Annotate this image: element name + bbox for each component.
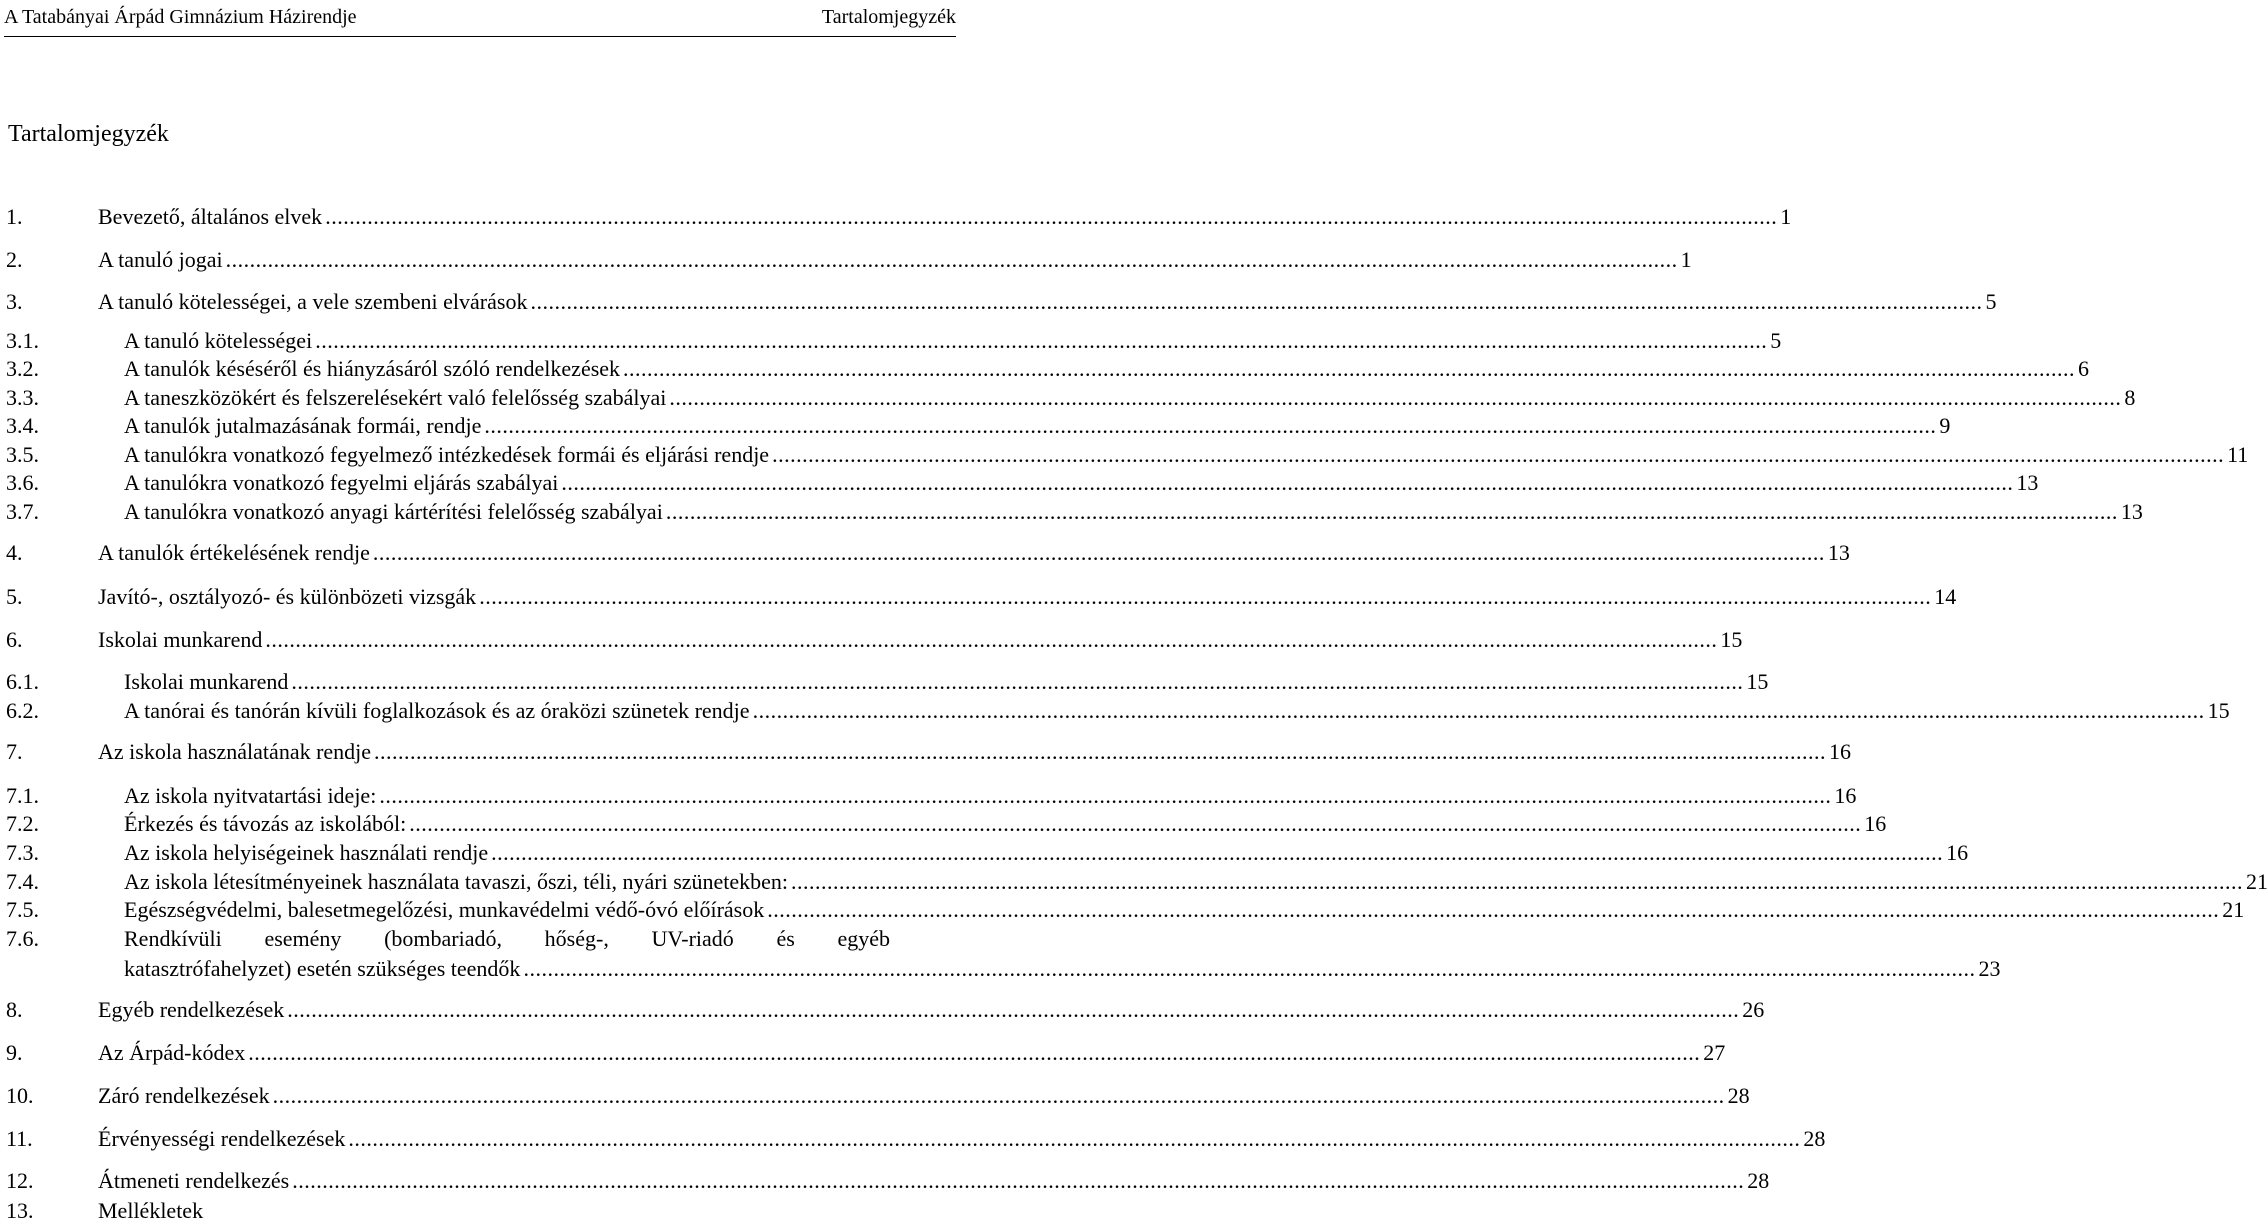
toc-entry-number: 6.2. [6, 698, 39, 723]
toc-entry-3-2[interactable] [0, 354, 2090, 384]
toc-dot-leader: .................................................................................................................................................................................................................................................. [409, 811, 1862, 836]
toc-entry-6-1[interactable] [0, 667, 1769, 697]
toc-entry-text: Javító-, osztályozó- és különbözeti vizsgák [98, 584, 477, 609]
toc-entry-number: 6.1. [6, 669, 39, 694]
toc-entry-number: 3.4. [6, 413, 39, 438]
toc-entry-page: 13 [2120, 499, 2143, 524]
toc-dot-leader: .................................................................................................................................................................................................................................................. [265, 627, 1718, 652]
toc-entry-number: 6. [6, 627, 23, 652]
toc-dot-leader: .................................................................................................................................................................................................................................................. [752, 698, 2205, 723]
toc-word: hőség-, [544, 926, 609, 951]
toc-dot-leader: .................................................................................................................................................................................................................................................. [325, 204, 1778, 229]
toc-entry-6-2[interactable] [0, 696, 2230, 726]
toc-entry-1[interactable] [0, 202, 1792, 232]
toc-word: (bombariadó, [384, 926, 502, 951]
toc-entry-text: A tanulók értékelésének rendje [98, 540, 370, 565]
toc-word: és [776, 926, 795, 951]
toc-entry-number: 2. [6, 247, 23, 272]
toc-dot-leader: .................................................................................................................................................................................................................................................. [287, 997, 1740, 1022]
toc-entry-page: 21 [2246, 869, 2268, 894]
toc-entry-text: A tanulók késéséről és hiányzásáról szóló rendelkezések [124, 356, 621, 381]
toc-entry-text: Mellékletek [98, 1198, 204, 1223]
toc-entry-text: Egészségvédelmi, balesetmegelőzési, munkavédelmi védő-óvó előírások [124, 897, 765, 922]
toc-entry-number: 12. [6, 1168, 34, 1193]
toc-entry-page: 15 [1746, 669, 1769, 694]
toc-entry-text-line1 [124, 924, 890, 954]
toc-entry-number: 7.2. [6, 811, 39, 836]
toc-entry-7-3[interactable] [0, 838, 1969, 868]
toc-entry-number: 1. [6, 204, 23, 229]
toc-entry-number: 3.2. [6, 356, 39, 381]
toc-dot-leader: .................................................................................................................................................................................................................................................. [292, 1168, 1745, 1193]
toc-entry-page: 23 [1978, 956, 2001, 981]
toc-entry-page: 5 [1770, 328, 1782, 353]
toc-entry-page: 1 [1780, 204, 1792, 229]
toc-entry-text-line2: katasztrófahelyzet) esetén szükséges teendők [124, 956, 521, 981]
toc-entry-number: 3. [6, 289, 23, 314]
toc-entry-6[interactable] [0, 625, 1743, 655]
toc-entry-3-7[interactable] [0, 497, 2143, 527]
toc-entry-page: 21 [2222, 897, 2245, 922]
toc-dot-leader: .................................................................................................................................................................................................................................................. [767, 897, 2220, 922]
toc-entry-text: Az Árpád-kódex [98, 1040, 246, 1065]
toc-entry-7-1[interactable] [0, 781, 1857, 811]
toc-entry-7-6[interactable] [0, 924, 2001, 984]
toc-word: UV-riadó [651, 926, 734, 951]
toc-entry-page: 27 [1703, 1040, 1726, 1065]
toc-entry-text: A tanuló kötelességei [124, 328, 313, 353]
toc-entry-7-2[interactable] [0, 809, 1887, 839]
toc-entry-2[interactable] [0, 245, 1692, 275]
toc-entry-text: A tanuló kötelességei, a vele szembeni elvárások [98, 289, 528, 314]
toc-entry-number: 3.6. [6, 470, 39, 495]
toc-entry-page: 13 [1827, 540, 1850, 565]
toc-entry-number: 11. [6, 1126, 33, 1151]
toc-dot-leader: .................................................................................................................................................................................................................................................. [479, 584, 1932, 609]
toc-entry-text: Iskolai munkarend [124, 669, 289, 694]
toc-entry-7[interactable] [0, 737, 1852, 767]
toc-entry-10[interactable] [0, 1081, 1750, 1111]
toc-entry-text: Az iskola létesítményeinek használata tavaszi, őszi, téli, nyári szünetekben: [124, 869, 789, 894]
toc-dot-leader: .................................................................................................................................................................................................................................................. [379, 783, 1832, 808]
toc-entry-number: 3.3. [6, 385, 39, 410]
toc-entry-number: 8. [6, 997, 23, 1022]
toc-entry-number: 7.3. [6, 840, 39, 865]
toc-entry-text: A tanórai és tanórán kívüli foglalkozások és az óraközi szünetek rendje [124, 698, 750, 723]
toc-dot-leader: .................................................................................................................................................................................................................................................. [372, 540, 1825, 565]
toc-dot-leader: .................................................................................................................................................................................................................................................. [530, 289, 1983, 314]
toc-word: egyéb [837, 926, 890, 951]
toc-entry-page: 16 [1829, 739, 1852, 764]
toc-entry-3-1[interactable] [0, 326, 1782, 356]
toc-dot-leader: .................................................................................................................................................................................................................................................. [791, 869, 2244, 894]
toc-entry-page: 8 [2124, 385, 2136, 410]
toc-entry-text: Iskolai munkarend [98, 627, 263, 652]
toc-entry-11[interactable] [0, 1124, 1826, 1154]
toc-entry-number: 3.5. [6, 442, 39, 467]
toc-entry-page: 16 [1864, 811, 1887, 836]
toc-entry-13[interactable] [0, 1196, 960, 1226]
toc-entry-number: 7. [6, 739, 23, 764]
header-document-title: A Tatabányai Árpád Gimnázium Házirendje [4, 6, 357, 28]
toc-entry-page: 15 [1720, 627, 1743, 652]
toc-entry-number: 5. [6, 584, 23, 609]
toc-title: Tartalomjegyzék [8, 121, 169, 147]
toc-entry-number: 7.1. [6, 783, 39, 808]
toc-entry-text: Záró rendelkezések [98, 1083, 270, 1108]
toc-entry-text: A taneszközökért és felszerelésekért való felelősség szabályai [124, 385, 667, 410]
toc-entry-page: 9 [1939, 413, 1951, 438]
toc-entry-text: A tanulókra vonatkozó fegyelmi eljárás szabályai [124, 470, 559, 495]
toc-entry-text: Átmeneti rendelkezés [98, 1168, 290, 1193]
toc-dot-leader: .................................................................................................................................................................................................................................................. [491, 840, 1944, 865]
toc-entry-12[interactable] [0, 1166, 1770, 1196]
toc-entry-page: 28 [1727, 1083, 1750, 1108]
page-header [4, 4, 956, 30]
toc-entry-text: Bevezető, általános elvek [98, 204, 323, 229]
toc-dot-leader: .................................................................................................................................................................................................................................................. [623, 356, 2076, 381]
toc-entry-7-5[interactable] [0, 895, 2245, 925]
toc-entry-3[interactable] [0, 287, 1997, 317]
toc-entry-9[interactable] [0, 1038, 1726, 1068]
toc-dot-leader: .................................................................................................................................................................................................................................................. [248, 1040, 1701, 1065]
toc-entry-page: 6 [2078, 356, 2090, 381]
toc-entry-3-6[interactable] [0, 468, 2039, 498]
toc-entry-page: 14 [1934, 584, 1957, 609]
toc-entry-number: 3.7. [6, 499, 39, 524]
toc-entry-text: A tanulókra vonatkozó anyagi kártérítési felelősség szabályai [124, 499, 663, 524]
toc-entry-text: Érkezés és távozás az iskolából: [124, 811, 407, 836]
toc-dot-leader: .................................................................................................................................................................................................................................................. [315, 328, 1768, 353]
toc-word: Rendkívüli [124, 926, 222, 951]
toc-entry-3-4[interactable] [0, 411, 1951, 441]
header-divider [4, 36, 956, 37]
toc-entry-text: Egyéb rendelkezések [98, 997, 285, 1022]
toc-dot-leader: .................................................................................................................................................................................................................................................. [561, 470, 2014, 495]
toc-entry-page: 11 [2227, 442, 2249, 467]
toc-entry-4[interactable] [0, 538, 1850, 568]
toc-entry-text: Az iskola nyitvatartási ideje: [124, 783, 377, 808]
toc-entry-3-3[interactable] [0, 383, 2136, 413]
toc-entry-number: 13. [6, 1198, 34, 1223]
toc-entry-text: Az iskola helyiségeinek használati rendje [124, 840, 489, 865]
toc-entry-number: 4. [6, 540, 23, 565]
toc-entry-text: Érvényességi rendelkezések [98, 1126, 346, 1151]
toc-entry-text: A tanulók jutalmazásának formái, rendje [124, 413, 482, 438]
toc-dot-leader: .................................................................................................................................................................................................................................................. [523, 956, 1976, 981]
toc-dot-leader: .................................................................................................................................................................................................................................................. [484, 413, 1937, 438]
toc-entry-page: 13 [2016, 470, 2039, 495]
toc-entry-text: A tanulókra vonatkozó fegyelmező intézkedések formái és eljárási rendje [124, 442, 770, 467]
toc-dot-leader: .................................................................................................................................................................................................................................................. [225, 247, 1678, 272]
toc-entry-page: 26 [1742, 997, 1765, 1022]
toc-entry-number: 7.6. [6, 926, 39, 951]
toc-entry-number: 7.5. [6, 897, 39, 922]
toc-entry-number: 7.4. [6, 869, 39, 894]
toc-entry-page: 5 [1985, 289, 1997, 314]
toc-entry-number: 10. [6, 1083, 34, 1108]
toc-entry-7-4[interactable] [0, 867, 2268, 897]
toc-dot-leader: .................................................................................................................................................................................................................................................. [291, 669, 1744, 694]
toc-entry-page: 15 [2207, 698, 2230, 723]
toc-entry-page: 1 [1680, 247, 1692, 272]
toc-entry-5[interactable] [0, 582, 1957, 612]
toc-dot-leader: .................................................................................................................................................................................................................................................. [272, 1083, 1725, 1108]
toc-dot-leader: .................................................................................................................................................................................................................................................. [374, 739, 1827, 764]
toc-entry-number: 9. [6, 1040, 23, 1065]
toc-dot-leader: .................................................................................................................................................................................................................................................. [669, 385, 2122, 410]
toc-dot-leader: .................................................................................................................................................................................................................................................. [772, 442, 2225, 467]
toc-entry-text: Az iskola használatának rendje [98, 739, 372, 764]
header-section-title: Tartalomjegyzék [821, 6, 956, 28]
toc-entry-page: 16 [1946, 840, 1969, 865]
toc-entry-page: 28 [1747, 1168, 1770, 1193]
toc-entry-number: 3.1. [6, 328, 39, 353]
toc-dot-leader: .................................................................................................................................................................................................................................................. [665, 499, 2118, 524]
toc-entry-page: 28 [1803, 1126, 1826, 1151]
toc-dot-leader: .................................................................................................................................................................................................................................................. [348, 1126, 1801, 1151]
toc-entry-8[interactable] [0, 995, 1765, 1025]
toc-word: esemény [264, 926, 342, 951]
toc-entry-3-5[interactable] [0, 440, 2249, 470]
toc-entry-page: 16 [1834, 783, 1857, 808]
toc-entry-text: A tanuló jogai [98, 247, 223, 272]
